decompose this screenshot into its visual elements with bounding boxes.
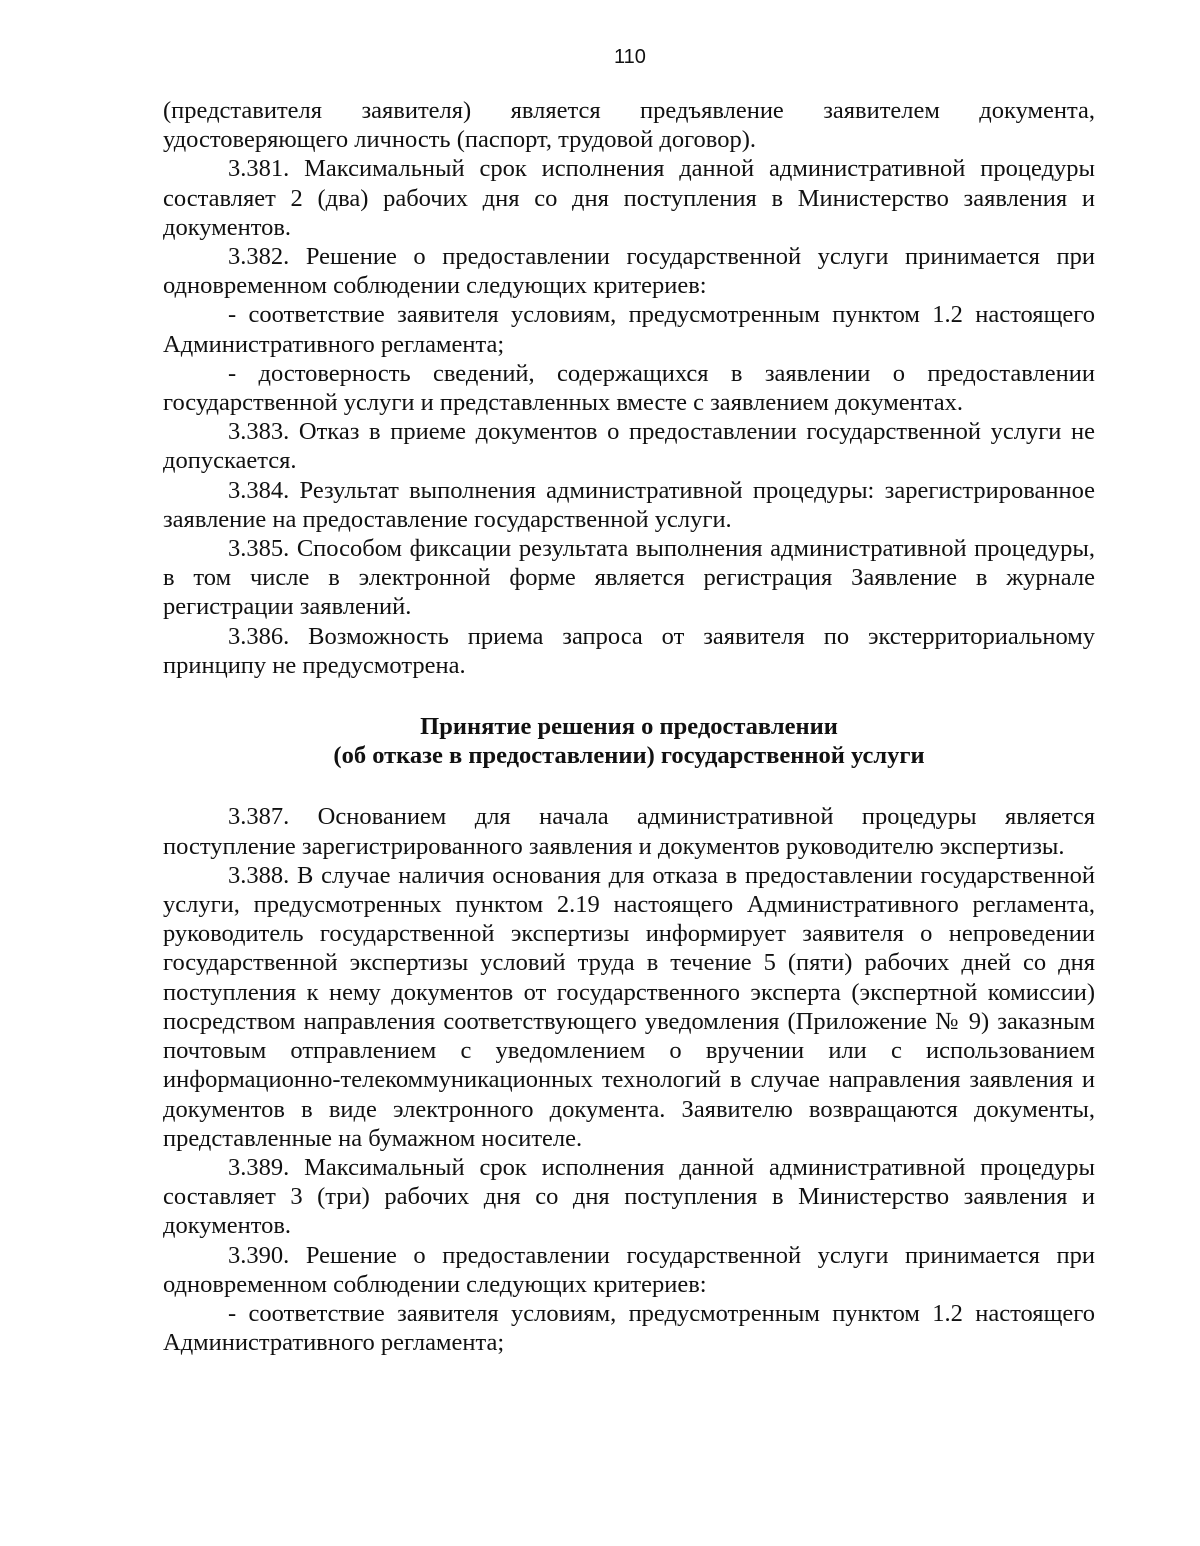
paragraph: - соответствие заявителя условиям, предусмотренным пунктом 1.2 настоящего Административного регламента; — [163, 1299, 1095, 1357]
paragraph: 3.387. Основанием для начала административной процедуры является поступление зарегистрированного заявления и документов руководителю экспертизы. — [163, 803, 1095, 860]
paragraphs-before-heading — [163, 96, 1095, 680]
paragraph: 3.390. Решение о предоставлении государственной услуги принимается при одновременном соблюдении следующих критериев: — [163, 1241, 1095, 1298]
paragraph: (представителя заявителя) является предъявление заявителем документа, удостоверяющего личность (паспорт, трудовой договор). — [163, 97, 1095, 154]
paragraph: 3.385. Способом фиксации результата выполнения административной процедуры, в том числе в электронной форме является регистрация Заявление в журнале регистрации заявлений. — [163, 535, 1095, 621]
paragraph: 3.388. В случае наличия основания для отказа в предоставлении государственной услуги, предусмотренных пунктом 2.19 настоящего Административного регламента, руководитель государственной экспертизы информирует заявителя о непроведении государственной экспертизы условий труда в течение 5 (пяти) рабочих дней со дня поступления к нему документов от государственного эксперта (экспертной комиссии) посредством направления соответствующего уведомления (Приложение № 9) заказным почтовым отправлением с уведомлением о вручении или с использованием информационно-телекоммуникационных технологий в случае направления заявления и документов в виде электронного документа. Заявителю возвращаются документы, представленные на бумажном носителе. — [163, 861, 1095, 1152]
paragraphs-after-heading — [163, 802, 1095, 1357]
page-number: 110 — [614, 46, 646, 68]
paragraph: 3.389. Максимальный срок исполнения данной административной процедуры составляет 3 (три) рабочих дня со дня поступления в Министерство заявления и документов. — [163, 1153, 1095, 1240]
paragraph: 3.381. Максимальный срок исполнения данной административной процедуры составляет 2 (два) рабочих дня со дня поступления в Министерство заявления и документов. — [163, 155, 1095, 241]
paragraph: 3.382. Решение о предоставлении государственной услуги принимается при одновременном соблюдении следующих критериев: — [163, 243, 1095, 300]
section-heading — [163, 712, 1095, 770]
section-heading-line-2: (об отказе в предоставлении) государственной услуги — [333, 742, 925, 770]
paragraph: - достоверность сведений, содержащихся в заявлении о предоставлении государственной услуги и представленных вместе с заявлением документах. — [163, 359, 1095, 417]
section-heading-line-1: Принятие решения о предоставлении — [420, 713, 838, 741]
paragraph: 3.383. Отказ в приеме документов о предоставлении государственной услуги не допускается. — [163, 418, 1095, 475]
paragraph: 3.384. Результат выполнения административной процедуры: зарегистрированное заявление на предоставление государственной услуги. — [163, 476, 1095, 533]
document-body — [163, 96, 1095, 1357]
paragraph: - соответствие заявителя условиям, предусмотренным пунктом 1.2 настоящего Административного регламента; — [163, 301, 1095, 358]
paragraph: 3.386. Возможность приема запроса от заявителя по экстерриториальному принципу не предусмотрена. — [163, 622, 1095, 679]
